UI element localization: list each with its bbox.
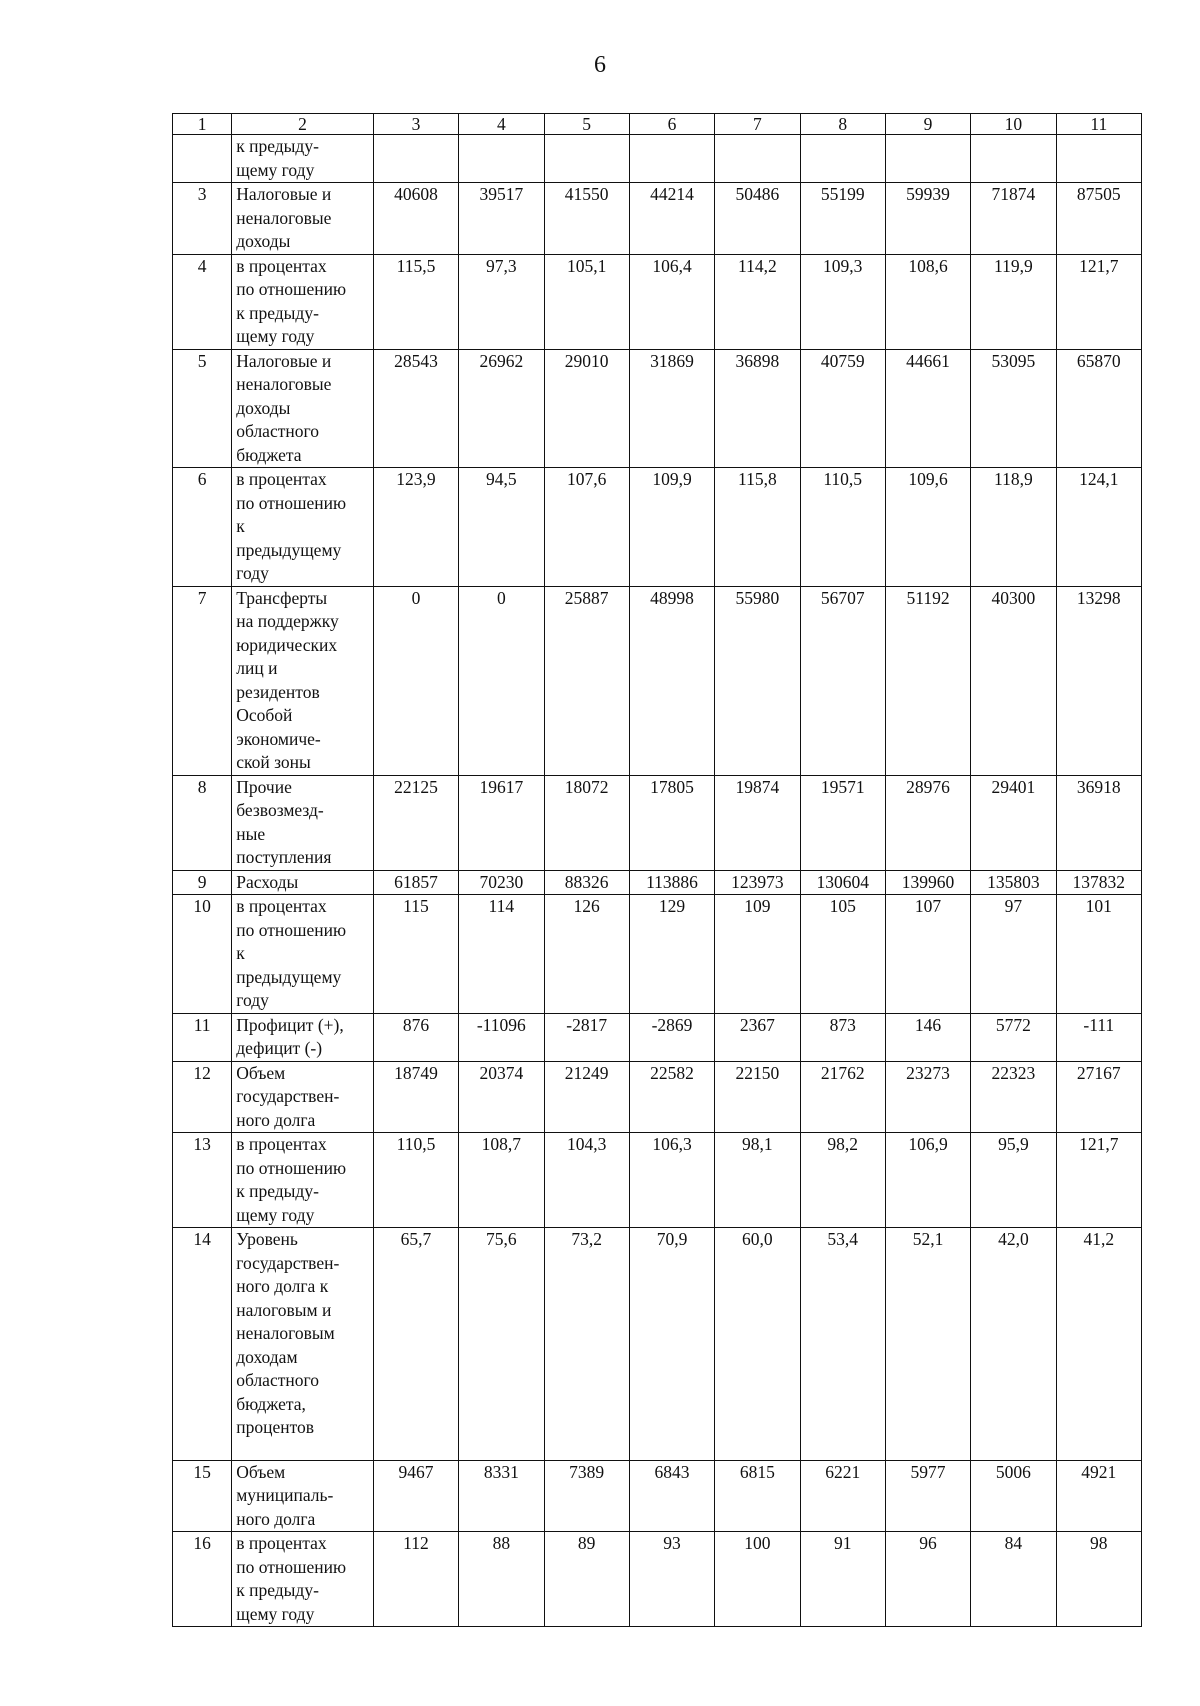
- table-row: [173, 895, 1142, 1014]
- value-cell: 6815: [715, 1460, 800, 1532]
- value-cell: 41550: [544, 183, 629, 255]
- value-cell: 40608: [373, 183, 458, 255]
- column-number: 4: [459, 114, 544, 135]
- row-number-cell: 10: [173, 895, 232, 1014]
- value-cell: -111: [1056, 1013, 1141, 1061]
- value-cell: 20374: [459, 1061, 544, 1133]
- value-cell: -2817: [544, 1013, 629, 1061]
- value-cell: 70,9: [629, 1228, 714, 1461]
- value-cell: 50486: [715, 183, 800, 255]
- table-row: [173, 1228, 1142, 1461]
- row-number-cell: 6: [173, 468, 232, 587]
- value-cell: 19874: [715, 775, 800, 870]
- value-cell: 23273: [885, 1061, 970, 1133]
- value-cell: 126: [544, 895, 629, 1014]
- value-cell: 106,3: [629, 1133, 714, 1228]
- value-cell: 29010: [544, 349, 629, 468]
- value-cell: 6843: [629, 1460, 714, 1532]
- value-cell: 109: [715, 895, 800, 1014]
- value-cell: 89: [544, 1532, 629, 1627]
- row-number-cell: 7: [173, 586, 232, 775]
- value-cell: 87505: [1056, 183, 1141, 255]
- value-cell: 42,0: [971, 1228, 1056, 1461]
- value-cell: [885, 135, 970, 183]
- column-number: 7: [715, 114, 800, 135]
- indicator-label-cell: Объем государствен- ного долга: [232, 1061, 374, 1133]
- page-number: 6: [594, 52, 606, 78]
- value-cell: 146: [885, 1013, 970, 1061]
- value-cell: 94,5: [459, 468, 544, 587]
- value-cell: 51192: [885, 586, 970, 775]
- value-cell: 110,5: [373, 1133, 458, 1228]
- value-cell: 106,4: [629, 254, 714, 349]
- value-cell: 41,2: [1056, 1228, 1141, 1461]
- value-cell: [459, 135, 544, 183]
- value-cell: 29401: [971, 775, 1056, 870]
- table-row: [173, 1133, 1142, 1228]
- value-cell: 22125: [373, 775, 458, 870]
- value-cell: 115,8: [715, 468, 800, 587]
- value-cell: 115: [373, 895, 458, 1014]
- indicator-label-cell: Расходы: [232, 870, 374, 895]
- value-cell: 108,6: [885, 254, 970, 349]
- value-cell: 84: [971, 1532, 1056, 1627]
- row-number-cell: 14: [173, 1228, 232, 1461]
- value-cell: 876: [373, 1013, 458, 1061]
- value-cell: 114: [459, 895, 544, 1014]
- value-cell: 109,6: [885, 468, 970, 587]
- value-cell: 109,3: [800, 254, 885, 349]
- value-cell: 5977: [885, 1460, 970, 1532]
- value-cell: 106,9: [885, 1133, 970, 1228]
- value-cell: 56707: [800, 586, 885, 775]
- indicator-label-cell: к предыду- щему году: [232, 135, 374, 183]
- budget-indicators-table: [172, 113, 1142, 1627]
- indicator-label-cell: в процентах по отношению к предыду- щему году: [232, 1532, 374, 1627]
- value-cell: 13298: [1056, 586, 1141, 775]
- value-cell: 124,1: [1056, 468, 1141, 587]
- indicator-label-cell: Уровень государствен- ного долга к налоговым и неналоговым доходам областного бюджета, процентов: [232, 1228, 374, 1461]
- value-cell: 17805: [629, 775, 714, 870]
- value-cell: 21762: [800, 1061, 885, 1133]
- table-row: [173, 135, 1142, 183]
- value-cell: 28543: [373, 349, 458, 468]
- value-cell: 123,9: [373, 468, 458, 587]
- indicator-label-cell: Объем муниципаль- ного долга: [232, 1460, 374, 1532]
- value-cell: 139960: [885, 870, 970, 895]
- value-cell: 100: [715, 1532, 800, 1627]
- value-cell: 123973: [715, 870, 800, 895]
- indicator-label-cell: в процентах по отношению к предыду- щему году: [232, 1133, 374, 1228]
- value-cell: 91: [800, 1532, 885, 1627]
- row-number-cell: 16: [173, 1532, 232, 1627]
- value-cell: 107: [885, 895, 970, 1014]
- value-cell: 53095: [971, 349, 1056, 468]
- column-number: 6: [629, 114, 714, 135]
- value-cell: 73,2: [544, 1228, 629, 1461]
- table-row: [173, 586, 1142, 775]
- row-number-cell: 12: [173, 1061, 232, 1133]
- value-cell: 93: [629, 1532, 714, 1627]
- value-cell: 9467: [373, 1460, 458, 1532]
- value-cell: 59939: [885, 183, 970, 255]
- value-cell: 104,3: [544, 1133, 629, 1228]
- value-cell: 7389: [544, 1460, 629, 1532]
- value-cell: [544, 135, 629, 183]
- value-cell: 97: [971, 895, 1056, 1014]
- column-number: 3: [373, 114, 458, 135]
- value-cell: 112: [373, 1532, 458, 1627]
- value-cell: 0: [459, 586, 544, 775]
- indicator-label-cell: в процентах по отношению к предыдущему году: [232, 468, 374, 587]
- value-cell: 119,9: [971, 254, 1056, 349]
- indicator-label-cell: Трансферты на поддержку юридических лиц и резидентов Особой экономиче- ской зоны: [232, 586, 374, 775]
- row-number-cell: 4: [173, 254, 232, 349]
- table-row: [173, 254, 1142, 349]
- value-cell: -2869: [629, 1013, 714, 1061]
- value-cell: 88: [459, 1532, 544, 1627]
- value-cell: 27167: [1056, 1061, 1141, 1133]
- row-number-cell: 8: [173, 775, 232, 870]
- indicator-label-cell: Налоговые и неналоговые доходы областного бюджета: [232, 349, 374, 468]
- column-number-row: [173, 114, 1142, 135]
- value-cell: [971, 135, 1056, 183]
- value-cell: 118,9: [971, 468, 1056, 587]
- value-cell: 105,1: [544, 254, 629, 349]
- value-cell: 19617: [459, 775, 544, 870]
- column-number: 2: [232, 114, 374, 135]
- value-cell: 115,5: [373, 254, 458, 349]
- value-cell: 129: [629, 895, 714, 1014]
- column-number: 9: [885, 114, 970, 135]
- value-cell: 55199: [800, 183, 885, 255]
- value-cell: 48998: [629, 586, 714, 775]
- value-cell: 8331: [459, 1460, 544, 1532]
- indicator-label-cell: Прочие безвозмезд- ные поступления: [232, 775, 374, 870]
- value-cell: 96: [885, 1532, 970, 1627]
- value-cell: 22582: [629, 1061, 714, 1133]
- row-number-cell: 11: [173, 1013, 232, 1061]
- value-cell: 114,2: [715, 254, 800, 349]
- value-cell: 2367: [715, 1013, 800, 1061]
- value-cell: [715, 135, 800, 183]
- value-cell: 22323: [971, 1061, 1056, 1133]
- table-row: [173, 775, 1142, 870]
- value-cell: 31869: [629, 349, 714, 468]
- row-number-cell: [173, 135, 232, 183]
- table-row: [173, 1013, 1142, 1061]
- indicator-label-cell: в процентах по отношению к предыдущему году: [232, 895, 374, 1014]
- value-cell: 52,1: [885, 1228, 970, 1461]
- table-row: [173, 468, 1142, 587]
- value-cell: 39517: [459, 183, 544, 255]
- table-body: [173, 135, 1142, 1627]
- value-cell: 109,9: [629, 468, 714, 587]
- value-cell: 0: [373, 586, 458, 775]
- value-cell: [373, 135, 458, 183]
- value-cell: 6221: [800, 1460, 885, 1532]
- value-cell: 71874: [971, 183, 1056, 255]
- value-cell: 5006: [971, 1460, 1056, 1532]
- value-cell: 55980: [715, 586, 800, 775]
- value-cell: 95,9: [971, 1133, 1056, 1228]
- row-number-cell: 5: [173, 349, 232, 468]
- value-cell: 873: [800, 1013, 885, 1061]
- value-cell: [800, 135, 885, 183]
- value-cell: 135803: [971, 870, 1056, 895]
- value-cell: 88326: [544, 870, 629, 895]
- value-cell: 18749: [373, 1061, 458, 1133]
- value-cell: 105: [800, 895, 885, 1014]
- table-row: [173, 870, 1142, 895]
- value-cell: 65870: [1056, 349, 1141, 468]
- value-cell: 44661: [885, 349, 970, 468]
- row-number-cell: 3: [173, 183, 232, 255]
- value-cell: 60,0: [715, 1228, 800, 1461]
- column-number: 10: [971, 114, 1056, 135]
- indicator-label-cell: Профицит (+), дефицит (-): [232, 1013, 374, 1061]
- value-cell: 75,6: [459, 1228, 544, 1461]
- value-cell: 130604: [800, 870, 885, 895]
- value-cell: 26962: [459, 349, 544, 468]
- value-cell: 121,7: [1056, 254, 1141, 349]
- value-cell: 36898: [715, 349, 800, 468]
- row-number-cell: 15: [173, 1460, 232, 1532]
- column-number: 11: [1056, 114, 1141, 135]
- row-number-cell: 9: [173, 870, 232, 895]
- value-cell: 36918: [1056, 775, 1141, 870]
- value-cell: 121,7: [1056, 1133, 1141, 1228]
- value-cell: 70230: [459, 870, 544, 895]
- indicator-label-cell: Налоговые и неналоговые доходы: [232, 183, 374, 255]
- value-cell: 21249: [544, 1061, 629, 1133]
- value-cell: [629, 135, 714, 183]
- column-number: 5: [544, 114, 629, 135]
- value-cell: 65,7: [373, 1228, 458, 1461]
- table-row: [173, 1061, 1142, 1133]
- value-cell: 19571: [800, 775, 885, 870]
- value-cell: 18072: [544, 775, 629, 870]
- value-cell: 98: [1056, 1532, 1141, 1627]
- value-cell: 4921: [1056, 1460, 1141, 1532]
- value-cell: 44214: [629, 183, 714, 255]
- value-cell: -11096: [459, 1013, 544, 1061]
- value-cell: 101: [1056, 895, 1141, 1014]
- value-cell: 22150: [715, 1061, 800, 1133]
- value-cell: 5772: [971, 1013, 1056, 1061]
- value-cell: 98,1: [715, 1133, 800, 1228]
- value-cell: 108,7: [459, 1133, 544, 1228]
- value-cell: 113886: [629, 870, 714, 895]
- value-cell: [1056, 135, 1141, 183]
- column-number: 8: [800, 114, 885, 135]
- value-cell: 25887: [544, 586, 629, 775]
- value-cell: 61857: [373, 870, 458, 895]
- value-cell: 40300: [971, 586, 1056, 775]
- column-number: 1: [173, 114, 232, 135]
- value-cell: 98,2: [800, 1133, 885, 1228]
- table-row: [173, 349, 1142, 468]
- table-row: [173, 183, 1142, 255]
- value-cell: 28976: [885, 775, 970, 870]
- indicator-label-cell: в процентах по отношению к предыду- щему году: [232, 254, 374, 349]
- value-cell: 40759: [800, 349, 885, 468]
- table-row: [173, 1532, 1142, 1627]
- value-cell: 137832: [1056, 870, 1141, 895]
- value-cell: 110,5: [800, 468, 885, 587]
- value-cell: 53,4: [800, 1228, 885, 1461]
- row-number-cell: 13: [173, 1133, 232, 1228]
- value-cell: 107,6: [544, 468, 629, 587]
- table-row: [173, 1460, 1142, 1532]
- value-cell: 97,3: [459, 254, 544, 349]
